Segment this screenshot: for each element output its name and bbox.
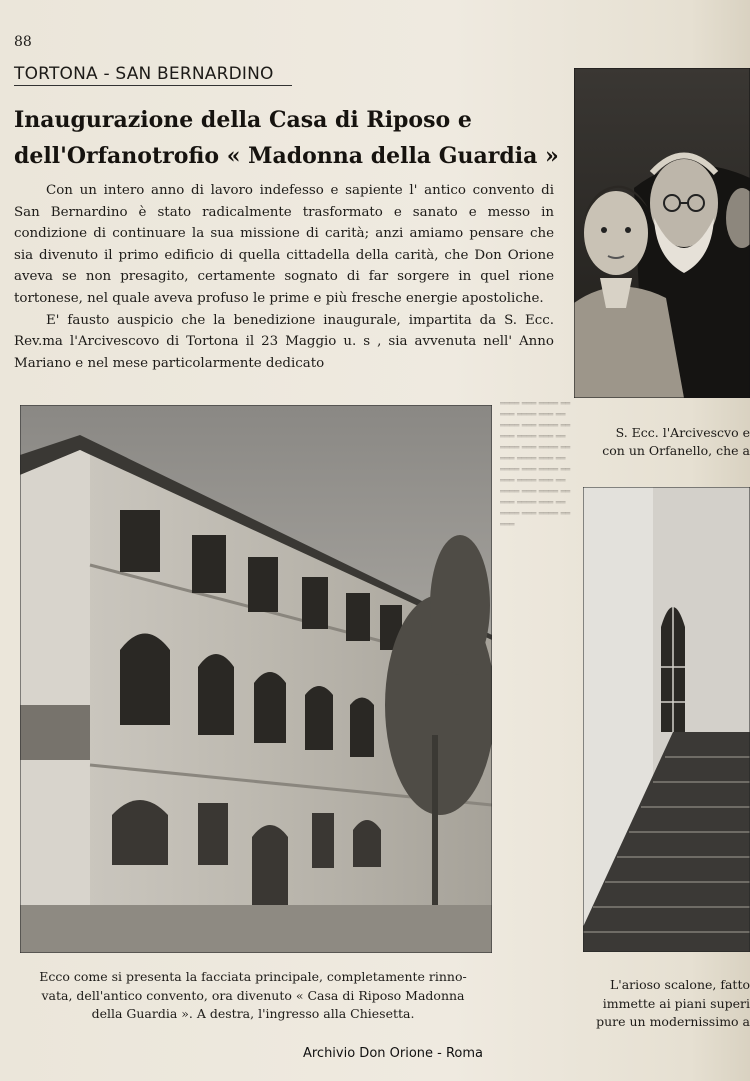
caption-facade-line-1: Ecco come si presenta la facciata principale, completamente rinno- (39, 969, 467, 984)
section-header: TORTONA - SAN BERNARDINO (14, 64, 292, 86)
caption-staircase (580, 976, 750, 1032)
body-paragraph-2: E' fausto auspicio che la benedizione inaugurale, impartita da S. Ecc. Rev.ma l'Arcivescovo di Tortona il 23 Maggio u. s , sia avvenuta nell' Anno Mariano e nel mese particolarmente dedicato (14, 312, 554, 371)
caption-archbishop-line-1: S. Ecc. l'Arcivescvo e (615, 425, 750, 440)
caption-staircase-line-3: pure un modernissimo a (596, 1014, 750, 1029)
caption-archbishop (582, 424, 750, 460)
archive-watermark: Archivio Don Orione - Roma (302, 1046, 484, 1061)
article-title (14, 102, 559, 174)
caption-facade-line-3: della Guardia ». A destra, l'ingresso alla Chiesetta. (91, 1006, 415, 1021)
photo-staircase (583, 487, 750, 952)
caption-archbishop-line-2: con un Orfanello, che a (602, 443, 750, 458)
title-line-2: dell'Orfanotrofio « Madonna della Guardia » (14, 143, 559, 169)
page-number: 88 (14, 34, 32, 50)
caption-staircase-line-1: L'arioso scalone, fatto (609, 977, 750, 992)
caption-facade-line-2: vata, dell'antico convento, ora divenuto « Casa di Riposo Madonna (41, 987, 465, 1003)
photo-convent-facade (20, 405, 492, 953)
title-line-1: Inaugurazione della Casa di Riposo e (14, 107, 472, 133)
caption-staircase-line-2: immette ai piani superi (602, 995, 750, 1011)
caption-facade (14, 968, 492, 1024)
article-body (14, 180, 554, 374)
bleed-through-text: ════ ═══ ════ ══ ═══ ════ ═══ ══ ════ ═══ ════ ══ ═══ ════ ═══ ══ ════ ═══ ════ ══ ═══ ════ ═══ ══ ════ ═══ ════ ══ ═══ ════ ═══ ══ ════ ═══ ════ ══ ═══ ════ ═══ ══ ════ ═══ ════ ══ ═══ (500, 399, 571, 529)
body-paragraph-1: Con un intero anno di lavoro indefesso e sapiente l' antico convento di San Bernardino è stato radicalmente trasformato e sanato e messo in condizione di continuare la sua missione di carità; anzi amiamo pensare che sia divenuto il primo edificio di quella cittadella della carità, che Don Orione aveva se non presagito, certamente sognato di far sorgere in quel rione tortonese, nel quale aveva profuso le prime e più fresche energie apostoliche. (14, 183, 554, 306)
photo-archbishop-orphan (574, 68, 750, 398)
